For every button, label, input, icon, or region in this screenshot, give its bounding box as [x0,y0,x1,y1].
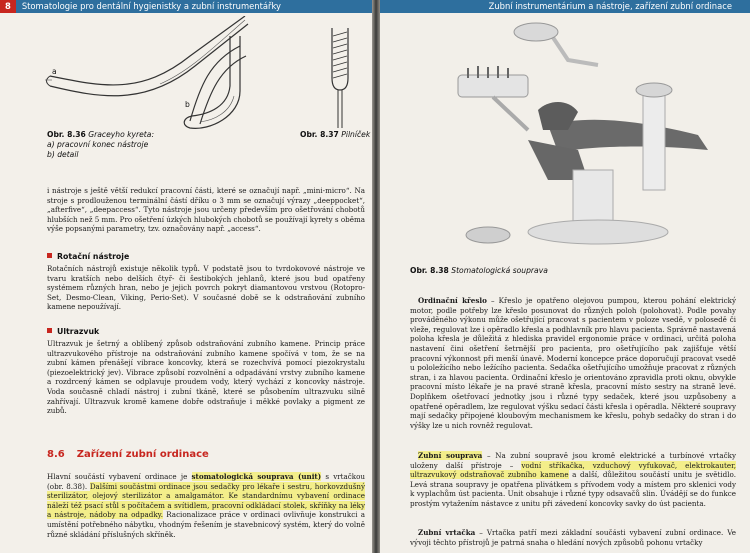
text-run: Hlavní součástí vybavení ordinace je [47,472,188,481]
bullet-square-icon [47,328,52,333]
text-run: – Na zubní soupravě jsou kromě elektrické a turbínové vrtačky uloženy další přístroje – [410,451,737,470]
right-header-title: Zubní instrumentárium a nástroje, zařízení zubní ordinace [488,1,732,11]
dental-unit-photo [398,20,738,260]
left-page [0,0,372,553]
figure-838-title: Stomatologická souprava [451,266,548,275]
right-running-header [380,0,750,13]
highlighted-term: stomatologická souprava (unit) [191,472,322,481]
paragraph-rotacni-text: Rotačních nástrojů existuje několik typů. V podstatě jsou to tvrdokovové nástroje ve tvaru kratších nebo delších čtyř- či šestibokých jehlanů, které jsou bud opatřeny systémem různých hran, nebo je jejich povrch pokryt diamantovou vrstvou (Rotopro-Set, Desmo-Clean, Viking, Perio-Set). V současné době se k odstraňování zubního kamene nepoužívají. [47,264,365,312]
file-instrument-illustration [320,28,360,128]
subheading-ultrazvuk-text: Ultrazvuk [57,327,100,336]
paragraph-souprava-text [410,451,736,509]
subheading-ultrazvuk [47,327,99,336]
paragraph-intro-text: i nástroje s ještě větší redukcí pracovní části, které se označují např. „mini-micro“. Na stroje s prodlouženou terminální částí dříku o 3 mm se označují výrazy „deeppocket“, „afterfive“, „deepaccess“. Tyto nástroje jsou určeny především pro ošetřování chobotů hlubších než 5 mm. Pro ošetření úzkých hlubokých chobotů se používají kyrety s oběma výše popsanými parametry, tzv. označovány např. „access“. [47,186,365,234]
highlighted-text: Dalšími součástmi ordinace jsou sedačky pro lékaře i sestru, horkovzdušný sterilizátor, olejový sterilizátor a amalgamátor. Ke standardnímu vybavení ordinace náleží též psací stůl s počítačem a svítidlem, pracovní odkládací stolek, skříňky na léky a nástroje, nádoby na odpadky. [47,481,365,520]
figure-836-number: Obr. 8.36 [47,130,86,139]
left-running-header [0,0,372,13]
text-run: – Křeslo je opatřeno olejovou pumpou, kterou pohání elektrický motor, podle potřeby lze křeslo posunovat do různých poloh (polohovat). Podle povahy prováděného výkonu může ošetřující pracovat s pacientem v poloze vsedě, v polosedě či vleže, regulovat lze i opěradlo křesla a podhlavník pro hlavu pacienta. Správně nastavená poloha křesla je důležitá z hlediska pravidel ergonomie práce v ordinaci, určitá poloha nastavení čini ošetření šetrnější pro pacienta, pro ošetřujícího pak zajišťuje větší pracovní výkonnost při menší únavě. Moderní koncepce práce doporučují pracovat vsedě u pololežícího nebo ležícího pacienta. Sedačka ošetřujícího umožňuje pracovat z různých stran, i za hlavou pacienta. Ordinační křeslo je orientováno zpravidla proti oknu, obvykle pracovní místo lékaře je na pravé straně křesla, pracovní místo sestry na straně levé. Doplňkem ošetřovací jednotky jsou i různé typy sedaček, které jsou uzpůsobeny a opatřené opěradlem, lze regulovat výšku sedací části křesla i opěradla. Některé soupravy mají sedačky připojené kloubovým mechanismem ke křeslu, pohyb sedačky do stran i do výšky lze u nich rovněž regulovat. [410,296,736,430]
paragraph-zarizeni-text [47,472,365,539]
bullet-square-icon [47,253,52,258]
text-run: a další, důležitou součástí unitu je světidlo. Levá strana soupravy je opatřena plivátkem s přívodem vody a místem pro sklenici vody k vyplachům úst pacienta. Unit obsahuje i různé typy odsavačů slin. Úvádějí se do funkce prostým vytažením nástavce z unitu při závedení koncovky savky do úst pacienta. [410,470,736,508]
paragraph-souprava [410,451,736,509]
section-number: 8.6 [47,449,65,460]
figure-836-title: Graceyho kyreta: [88,130,154,139]
figure-label-a: a [52,67,57,76]
term-zubni-souprava: Zubní souprava [418,451,483,460]
paragraph-ultrazvuk-text: Ultrazvuk je šetrný a oblíbený způsob odstraňování zubního kamene. Princip práce ultrazvukového přístroje na odstraňování zubního kamene spočívá v tom, že se na zubní kámen přenášejí vibrace koncovky, která se rozechvívá pomocí piezokrystalu (piezoelektrický jev). Vibrace způsobí rozvolnění a odpadávání vrstvy zubního kamene a rozdrcený kámen se odplavuje proudem vody, který vychází z koncovky nástroje. Voda současně chladí nástroj i zubní tkáně, které se působením ultrazvuku silně zahřívají. Ultrazvuk kromě kamene dobře odstraňuje i měkké povlaky a pigment ze zubů. [47,339,365,416]
book-gutter [372,0,380,553]
paragraph-vrtacka [410,528,736,547]
text-run: Racionalizace práce v ordinaci ovlivňuje konstrukci a umístění potřebného nábytku, vhodným řešením je stavebnicový systém, který do volně různé skládání příslušných skříněk. [47,510,365,539]
paragraph-intro [47,186,365,234]
subheading-rotacni [47,252,129,261]
subheading-rotacni-text: Rotační nástroje [57,252,130,261]
section-heading [47,449,209,460]
term-zubni-vrtacka: Zubní vrtačka [418,528,476,537]
curette-detail-illustration [170,36,260,136]
left-header-title: Stomatologie pro dentální hygienistky a zubní instrumentářky [21,1,281,11]
figure-836-caption [47,130,217,160]
paragraph-kreslo-text [410,296,736,430]
paragraph-kreslo [410,296,736,430]
page-number: 8 [0,0,16,13]
text-run: s vrtačkou (obr. 8.38). [47,472,366,491]
paragraph-vrtacka-text [410,528,736,547]
text-run: – Vrtačka patří mezi základní součásti vybavení zubní ordinace. Ve vývoji těchto přístrojů je patrná snaha o hledání nových způsobů pohonu vrtačky [410,528,736,547]
figure-label-b: b [185,100,190,109]
figure-838-number: Obr. 8.38 [410,266,449,275]
term-ordinacni-kreslo: Ordinační křeslo [418,296,487,305]
paragraph-rotacni [47,264,365,312]
figure-836-item-b: b) detail [47,150,79,159]
figure-837-title: Pilníček [341,130,371,139]
figure-836-item-a: a) pracovní konec nástroje [47,140,149,149]
right-page [380,0,750,553]
section-title: Zařízení zubní ordinace [76,449,209,460]
highlighted-text: vodní stříkačka, vzduchový vyfukovač, elektrokauter, ultrazvukový odstraňovač zubního kamene [410,460,736,480]
figure-837-caption [300,130,370,140]
paragraph-ultrazvuk [47,339,365,416]
figure-838-caption [410,266,548,276]
paragraph-zarizeni [47,472,365,539]
figure-837-number: Obr. 8.37 [300,130,339,139]
